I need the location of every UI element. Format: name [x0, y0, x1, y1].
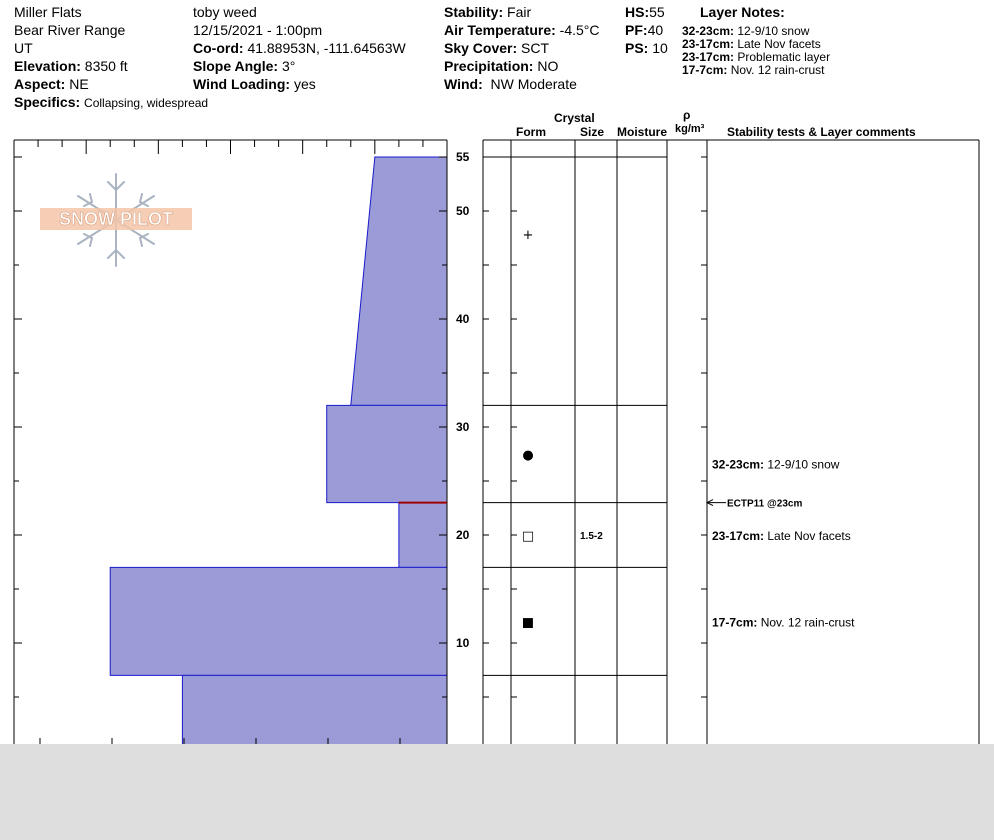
ps-value: PS: 10	[625, 40, 668, 56]
elevation: Elevation: 8350 ft	[14, 58, 128, 74]
layer-bar-1	[327, 405, 447, 502]
air-temperature: Air Temperature: -4.5°C	[444, 22, 600, 38]
depth-label: 40	[456, 312, 470, 326]
specifics: Specifics: Collapsing, widespread	[14, 94, 209, 110]
depth-label: 20	[456, 528, 470, 542]
crystal-size-2: 1.5-2	[580, 531, 603, 542]
slope-angle: Slope Angle: 3°	[193, 58, 296, 74]
moisture-header: Moisture	[617, 125, 668, 139]
aspect: Aspect: NE	[14, 76, 89, 92]
location-name: Miller Flats	[14, 4, 82, 20]
precipitation: Precipitation: NO	[444, 58, 559, 74]
crystal-header: Crystal	[554, 111, 595, 125]
datetime: 12/15/2021 - 1:00pm	[193, 22, 323, 38]
logo-text: SNOW PILOT	[59, 209, 173, 229]
hs-value: HS:55	[625, 4, 665, 20]
depth-label: 55	[456, 150, 470, 164]
layer-note-3: 23-17cm: Problematic layer	[682, 50, 831, 64]
density-symbol: ρ	[683, 108, 691, 122]
density-unit: kg/m³	[675, 123, 705, 135]
layer-note-4: 17-7cm: Nov. 12 rain-crust	[682, 63, 825, 77]
snowpilot-logo	[38, 170, 198, 270]
stability: Stability: Fair	[444, 4, 532, 20]
form-header: Form	[516, 125, 546, 139]
crystal-form-0: +	[522, 228, 534, 244]
depth-label: 50	[456, 204, 470, 218]
layer-bar-3	[110, 567, 447, 675]
layer-comment-1: 32-23cm: 12-9/10 snow	[712, 457, 840, 472]
layer-note-1: 32-23cm: 12-9/10 snow	[682, 24, 810, 38]
sky-cover: Sky Cover: SCT	[444, 40, 550, 56]
pf-value: PF:40	[625, 22, 664, 38]
depth-label: 30	[456, 420, 470, 434]
layer-notes-title: Layer Notes:	[700, 4, 785, 20]
layer-note-2: 23-17cm: Late Nov facets	[682, 37, 821, 51]
layer-bar-4	[182, 675, 447, 744]
state: UT	[14, 40, 33, 56]
crystal-form-3: ■	[521, 615, 535, 631]
mountain-range: Bear River Range	[14, 22, 126, 38]
wind-loading: Wind Loading: yes	[193, 76, 316, 92]
crystal-form-1: ●	[522, 448, 534, 463]
stability-test-label-0: ECTP11 @23cm	[727, 498, 803, 510]
depth-label: 10	[456, 636, 470, 650]
wind: Wind: NW Moderate	[444, 76, 577, 92]
footer-bar	[0, 744, 994, 840]
layer-comment-3: 17-7cm: Nov. 12 rain-crust	[712, 615, 855, 630]
coordinates: Co-ord: 41.88953N, -111.64563W	[193, 40, 406, 56]
crystal-form-2: □	[521, 529, 535, 544]
size-header: Size	[580, 125, 605, 139]
observer: toby weed	[193, 4, 257, 20]
comments-header: Stability tests & Layer comments	[727, 125, 916, 139]
layer-bar-0	[351, 157, 447, 405]
layer-comment-2: 23-17cm: Late Nov facets	[712, 529, 851, 543]
